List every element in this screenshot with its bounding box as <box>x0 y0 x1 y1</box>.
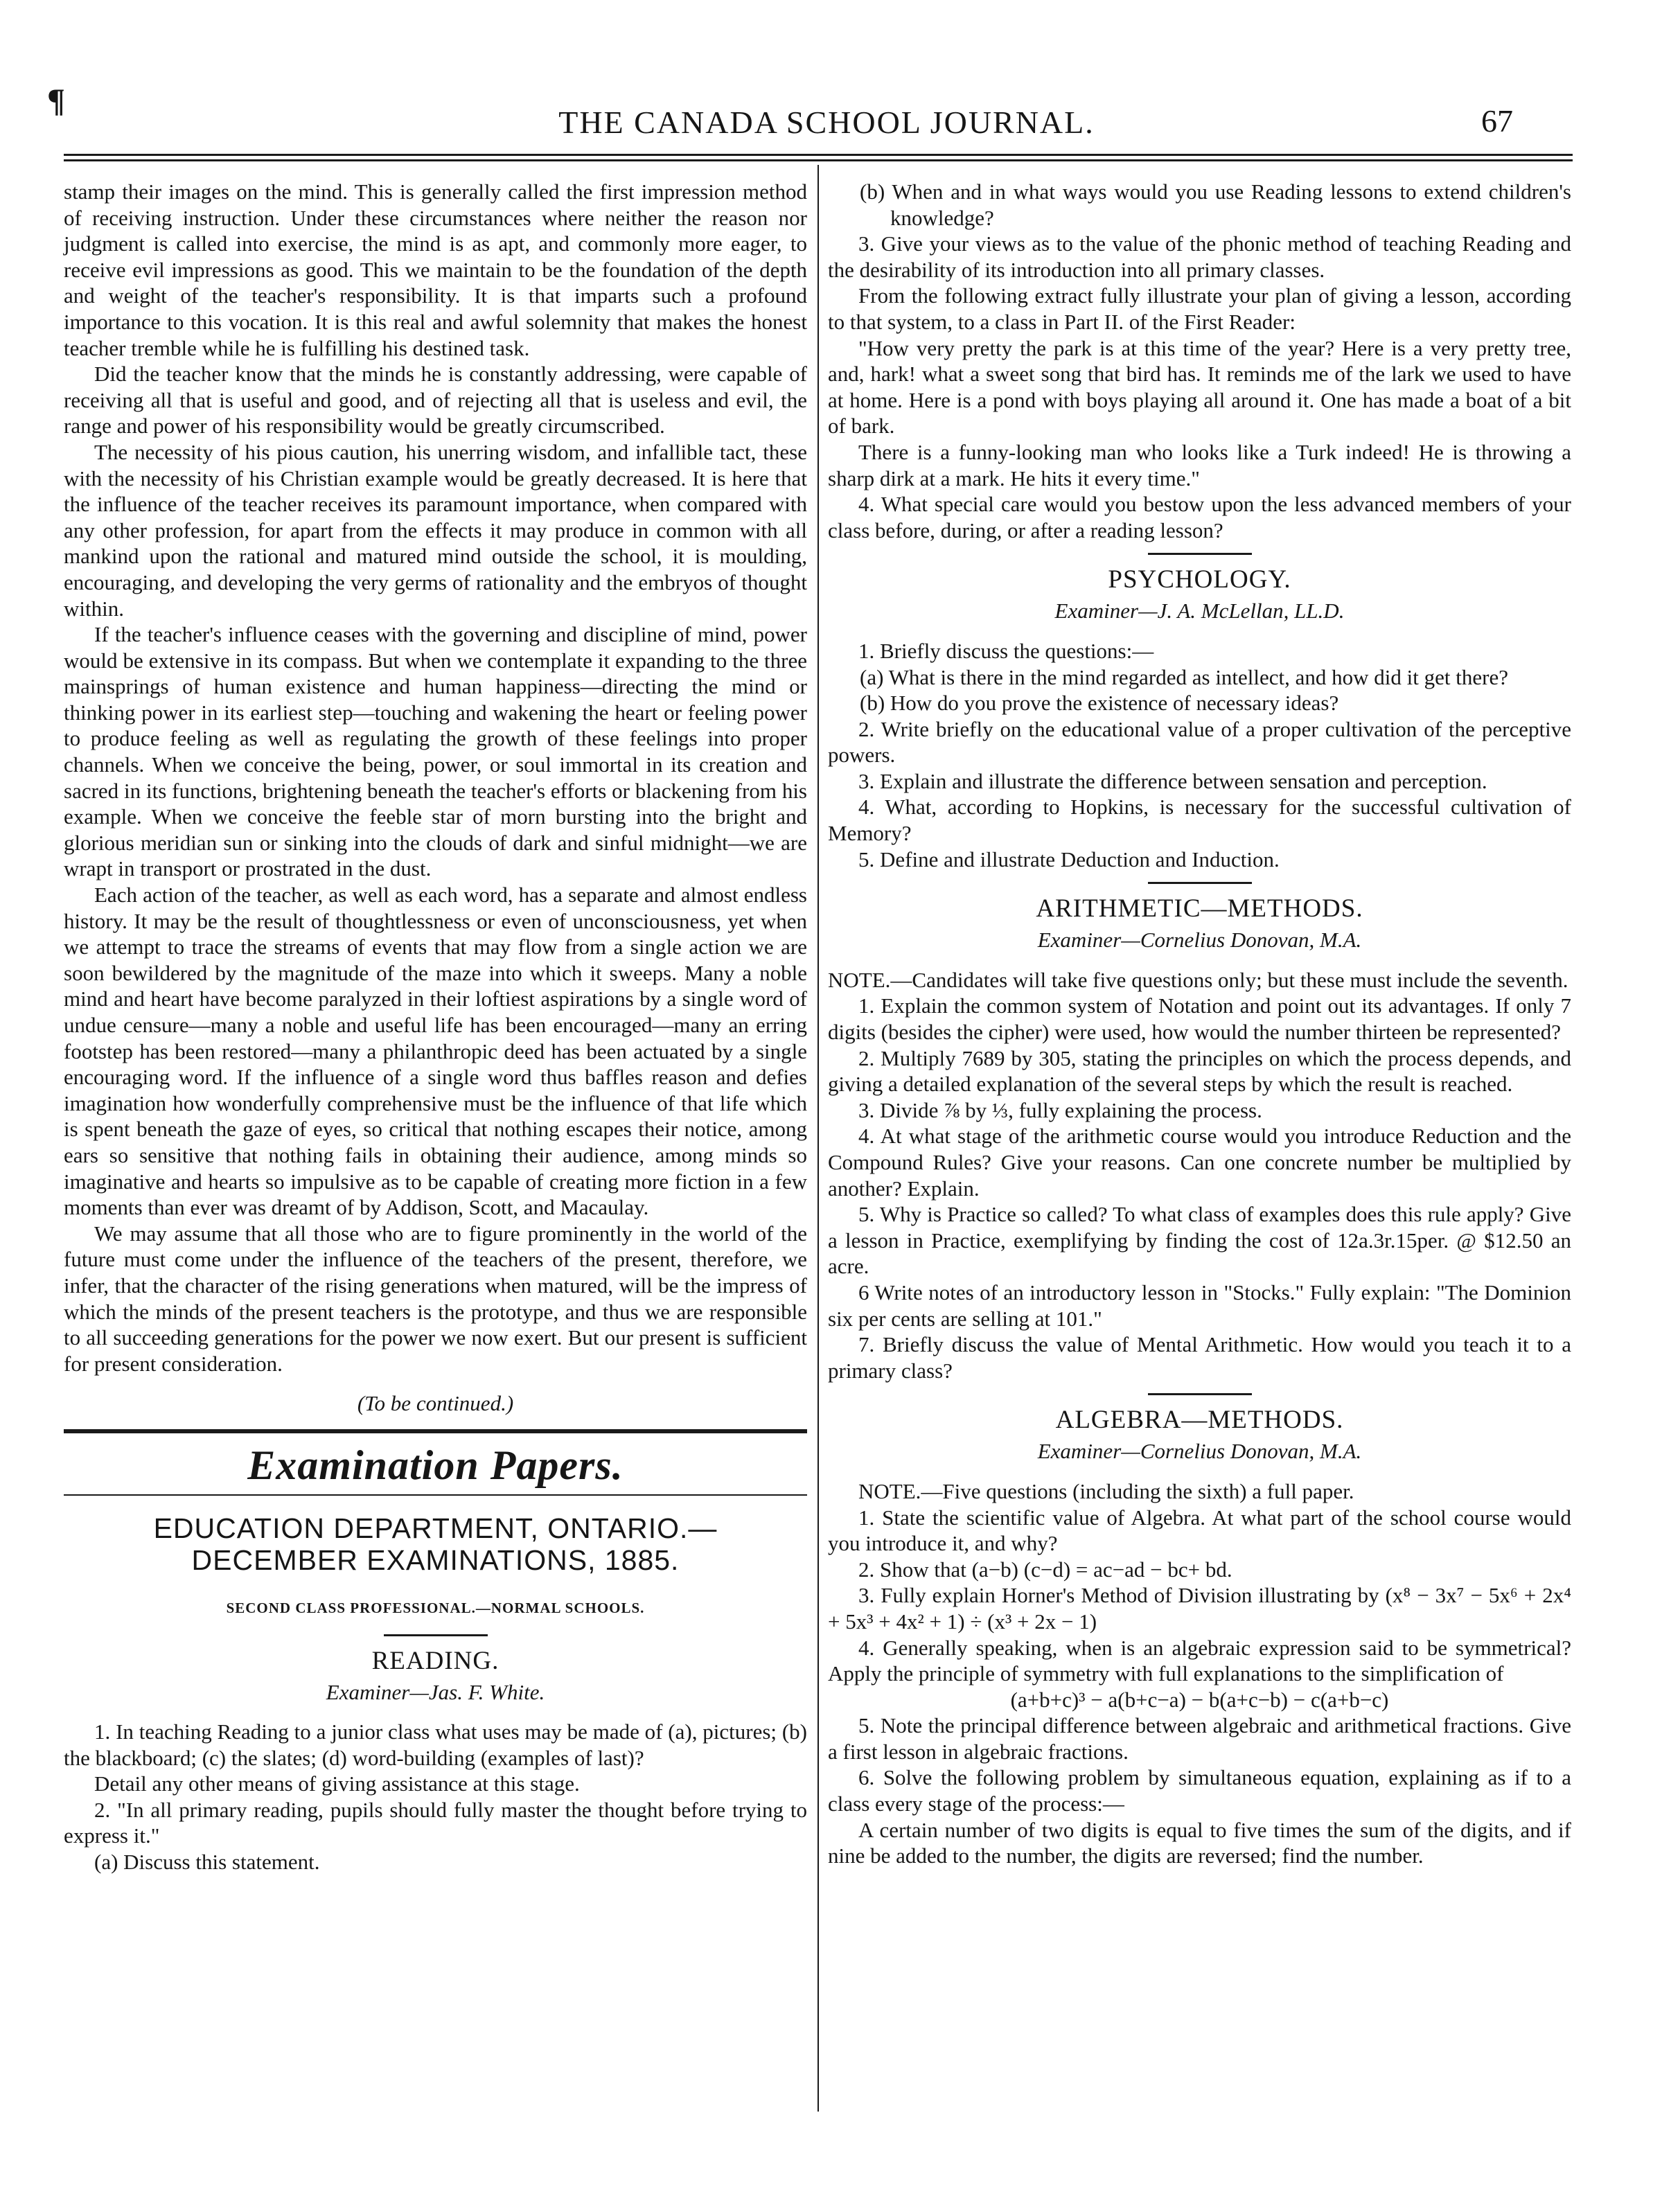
psychology-question: (b) How do you prove the existence of necessary ideas? <box>860 691 1339 716</box>
reading-heading: READING. <box>371 1646 500 1675</box>
article-paragraph: If the teacher's influence ceases with the governing and discipline of mind, power would be extensive in its compass. But when we contemplate it expanding to the three mainsprings of human existence and human happiness—directing the mind or thinking power in its earliest step—touching and wakening the heart or feeling power to produce feeling as well as regulating the growth of these feelings into proper channels. When we conceive the being, power, or soul immortal in its creation and sacred in its functions, brightening beneath the teacher's efforts or blackening from his example. When we conceive the feeble star of morn bursting into the bright and glorious meridian sun or sinking into the clouds of dark and sinful midnight—we are wrapt in transport or prostrated in the dust. <box>64 622 807 881</box>
arithmetic-question: 3. Divide ⅞ by ⅓, fully explaining the process. <box>858 1097 1262 1122</box>
article-paragraph: Did the teacher know that the minds he is constantly addressing, were capable of receiving all that is useful and good, and of rejecting all that is useless and evil, the range and power of his responsibility would be greatly circumscribed. <box>64 362 807 439</box>
continued-note: (To be continued.) <box>357 1391 514 1416</box>
algebra-examiner: Examiner—Cornelius Donovan, M.A. <box>1037 1439 1362 1464</box>
arithmetic-note: NOTE.—Candidates will take five questions only; but these must include the seventh. <box>828 967 1568 992</box>
psychology-question: 2. Write briefly on the educational value of a proper cultivation of the perceptive powers. <box>828 716 1571 768</box>
header-rule-top <box>64 154 1573 156</box>
algebra-note: NOTE.—Five questions (including the sixth) a full paper. <box>858 1478 1354 1503</box>
arithmetic-question: 5. Why is Practice so called? To what class of examples does this rule apply? Give a lesson in Practice, exemplifying by finding the cost of 12a.3r.15per. @ $12.50 an acre. <box>828 1202 1571 1279</box>
article-paragraph: stamp their images on the mind. This is generally called the first impression method of receiving instruction. Under these circumstances where neither the reason nor judgment is called into exercise, the mind is as apt, and commonly more eager, to receive evil impressions as good. This we maintain to be the foundation of the depth and weight of the teacher's responsibility. It is that imparts such a profound importance to this vocation. It is this real and awful solemnity that makes the honest teacher tremble while he is fulfilling his destined task. <box>64 179 807 360</box>
arithmetic-question: 2. Multiply 7689 by 305, stating the principles on which the process depends, and giving a detailed explanation of the several steps by which the result is reached. <box>828 1045 1571 1097</box>
article-paragraph: We may assume that all those who are to figure prominently in the world of the future must come under the influence of the teachers of the present, therefore, we infer, that the character of the rising generations when matured, will be the impress of which the minds of the present teachers is the prototype, and thus we are responsible to all succeeding generations for the power we now exert. But our present is sufficient for present consideration. <box>64 1221 807 1376</box>
section-rule <box>64 1429 807 1433</box>
reading-extract: "How very pretty the park is at this time of the year? Here is a very pretty tree, and, hark! what a sweet song that bird has. It reminds me of the lark we used to have at home. Here is a pond with boys playing all around it. One has made a boat of a bit of bark. <box>828 335 1571 439</box>
psychology-question: 1. Briefly discuss the questions:— <box>858 638 1154 663</box>
short-rule <box>1148 553 1252 555</box>
margin-mark: ¶ <box>47 82 65 119</box>
arithmetic-question: 4. At what stage of the arithmetic course would you introduce Reduction and the Compound Rules? Give your reasons. Can one concrete number be multiplied by another? Explain. <box>828 1124 1571 1201</box>
algebra-heading: ALGEBRA—METHODS. <box>1055 1406 1344 1435</box>
psychology-question: (a) What is there in the mind regarded as intellect, and how did it get there? <box>860 664 1508 689</box>
reading-question: 3. Give your views as to the value of the phonic method of teaching Reading and the desirability of its introduction into all primary classes. <box>828 231 1571 282</box>
reading-question: (a) Discuss this statement. <box>94 1850 320 1875</box>
department-heading: EDUCATION DEPARTMENT, ONTARIO.—DECEMBER EXAMINATIONS, 1885. <box>153 1512 718 1576</box>
algebra-formula: (a+b+c)³ − a(b+c−a) − b(a+c−b) − c(a+b−c) <box>1010 1687 1389 1712</box>
running-head-title: THE CANADA SCHOOL JOURNAL. <box>558 105 1095 140</box>
arithmetic-examiner: Examiner—Cornelius Donovan, M.A. <box>1037 928 1362 953</box>
short-rule <box>384 1634 488 1636</box>
page-number: 67 <box>1481 103 1513 139</box>
short-rule <box>1148 1393 1252 1395</box>
reading-question: (b) When and in what ways would you use Reading lessons to extend children's knowledge? <box>860 179 1571 230</box>
reading-question: 2. "In all primary reading, pupils should fully master the thought before trying to express it." <box>64 1797 807 1848</box>
short-rule <box>1148 882 1252 884</box>
article-paragraph: The necessity of his pious caution, his unerring wisdom, and infallible tact, these with the necessity of his Christian example would be greatly decreased. It is here that the influence of the teacher receives its paramount importance, when compared with any other profession, for apart from the effects it may produce in common with all mankind upon the rational and matured mind outside the school, it is moulding, encouraging, and developing the very germs of rationality and the embryos of thought within. <box>64 439 807 621</box>
arithmetic-question: 1. Explain the common system of Notation and point out its advantages. If only 7 digits (besides the cipher) were used, how would the number thirteen be represented? <box>828 993 1571 1045</box>
psychology-question: 4. What, according to Hopkins, is necessary for the successful cultivation of Memory? <box>828 795 1571 846</box>
left-column <box>64 179 807 1875</box>
reading-question: Detail any other means of giving assistance at this stage. <box>94 1771 580 1796</box>
reading-question: From the following extract fully illustrate your plan of giving a lesson, according to that system, to a class in Part II. of the First Reader: <box>828 283 1571 334</box>
reading-question: 1. In teaching Reading to a junior class what uses may be made of (a), pictures; (b) the blackboard; (c) the slates; (d) word-building (examples of last)? <box>64 1719 807 1770</box>
psychology-examiner: Examiner—J. A. McLellan, LL.D. <box>1054 599 1345 623</box>
psychology-question: 5. Define and illustrate Deduction and Induction. <box>858 847 1280 871</box>
algebra-question: 3. Fully explain Horner's Method of Division illustrating by (x⁸ − 3x⁷ − 5x⁶ + 2x⁴ + 5x³ + 4x² + 1) ÷ (x³ + 2x − 1) <box>828 1583 1571 1634</box>
exam-subheading: SECOND CLASS PROFESSIONAL.—NORMAL SCHOOLS. <box>226 1599 645 1616</box>
algebra-question: 1. State the scientific value of Algebra. At what part of the school course would you introduce it, and why? <box>828 1505 1571 1556</box>
psychology-question: 3. Explain and illustrate the difference between sensation and perception. <box>858 768 1487 793</box>
reading-extract: There is a funny-looking man who looks like a Turk indeed! He is throwing a sharp dirk at a mark. He hits it every time." <box>828 439 1571 490</box>
right-column <box>828 179 1571 1869</box>
arithmetic-heading: ARITHMETIC—METHODS. <box>1036 894 1363 923</box>
article-paragraph: Each action of the teacher, as well as each word, has a separate and almost endless history. It may be the result of thoughtlessness or even of unconsciousness, yet when we attempt to trace the streams of events that may flow from a single action we are soon bewildered by the magnitude of the maze into which it sweeps. Many a noble mind and heart have become paralyzed in their loftiest aspirations by a single word of undue censure—many a noble and useful life has been encouraged—many an erring footstep has been restored—many a philanthropic deed has been actuated by a single encouraging word. If the influence of a single word thus baffles reason and defies imagination how wonderfully comprehensive must be the influence of that life which is spent beneath the gaze of eyes, so critical that nothing escapes their notice, among ears so sensitive that nothing fails in obtaining their audience, among minds so imaginative and hearts so impulsive as to be capable of creating more fiction in a few moments than ever was dreamt of by Addison, Scott, and Macaulay. <box>64 883 807 1220</box>
arithmetic-question: 7. Briefly discuss the value of Mental Arithmetic. How would you teach it to a primary class? <box>828 1332 1571 1383</box>
psychology-heading: PSYCHOLOGY. <box>1108 565 1291 594</box>
algebra-question: A certain number of two digits is equal to five times the sum of the digits, and if nine be added to the number, the digits are reversed; find the number. <box>828 1817 1571 1868</box>
algebra-question: 2. Show that (a−b) (c−d) = ac−ad − bc+ bd. <box>858 1557 1232 1582</box>
arithmetic-question: 6 Write notes of an introductory lesson in "Stocks." Fully explain: "The Dominion six per cents are selling at 101." <box>828 1280 1571 1331</box>
banner-rule <box>64 1494 807 1496</box>
algebra-question: 4. Generally speaking, when is an algebraic expression said to be symmetrical? Apply the principle of symmetry with full explanations to the simplification of <box>828 1635 1571 1686</box>
header-rule-bottom <box>64 159 1573 161</box>
algebra-question: 6. Solve the following problem by simultaneous equation, explaining as if to a class every stage of the process:— <box>828 1765 1571 1816</box>
algebra-question: 5. Note the principal difference between algebraic and arithmetical fractions. Give a first lesson in algebraic fractions. <box>828 1713 1571 1764</box>
reading-examiner: Examiner—Jas. F. White. <box>326 1679 545 1704</box>
reading-question: 4. What special care would you bestow upon the less advanced members of your class before, during, or after a reading lesson? <box>828 492 1571 542</box>
column-divider <box>817 165 819 2112</box>
section-banner: Examination Papers. <box>247 1442 624 1488</box>
